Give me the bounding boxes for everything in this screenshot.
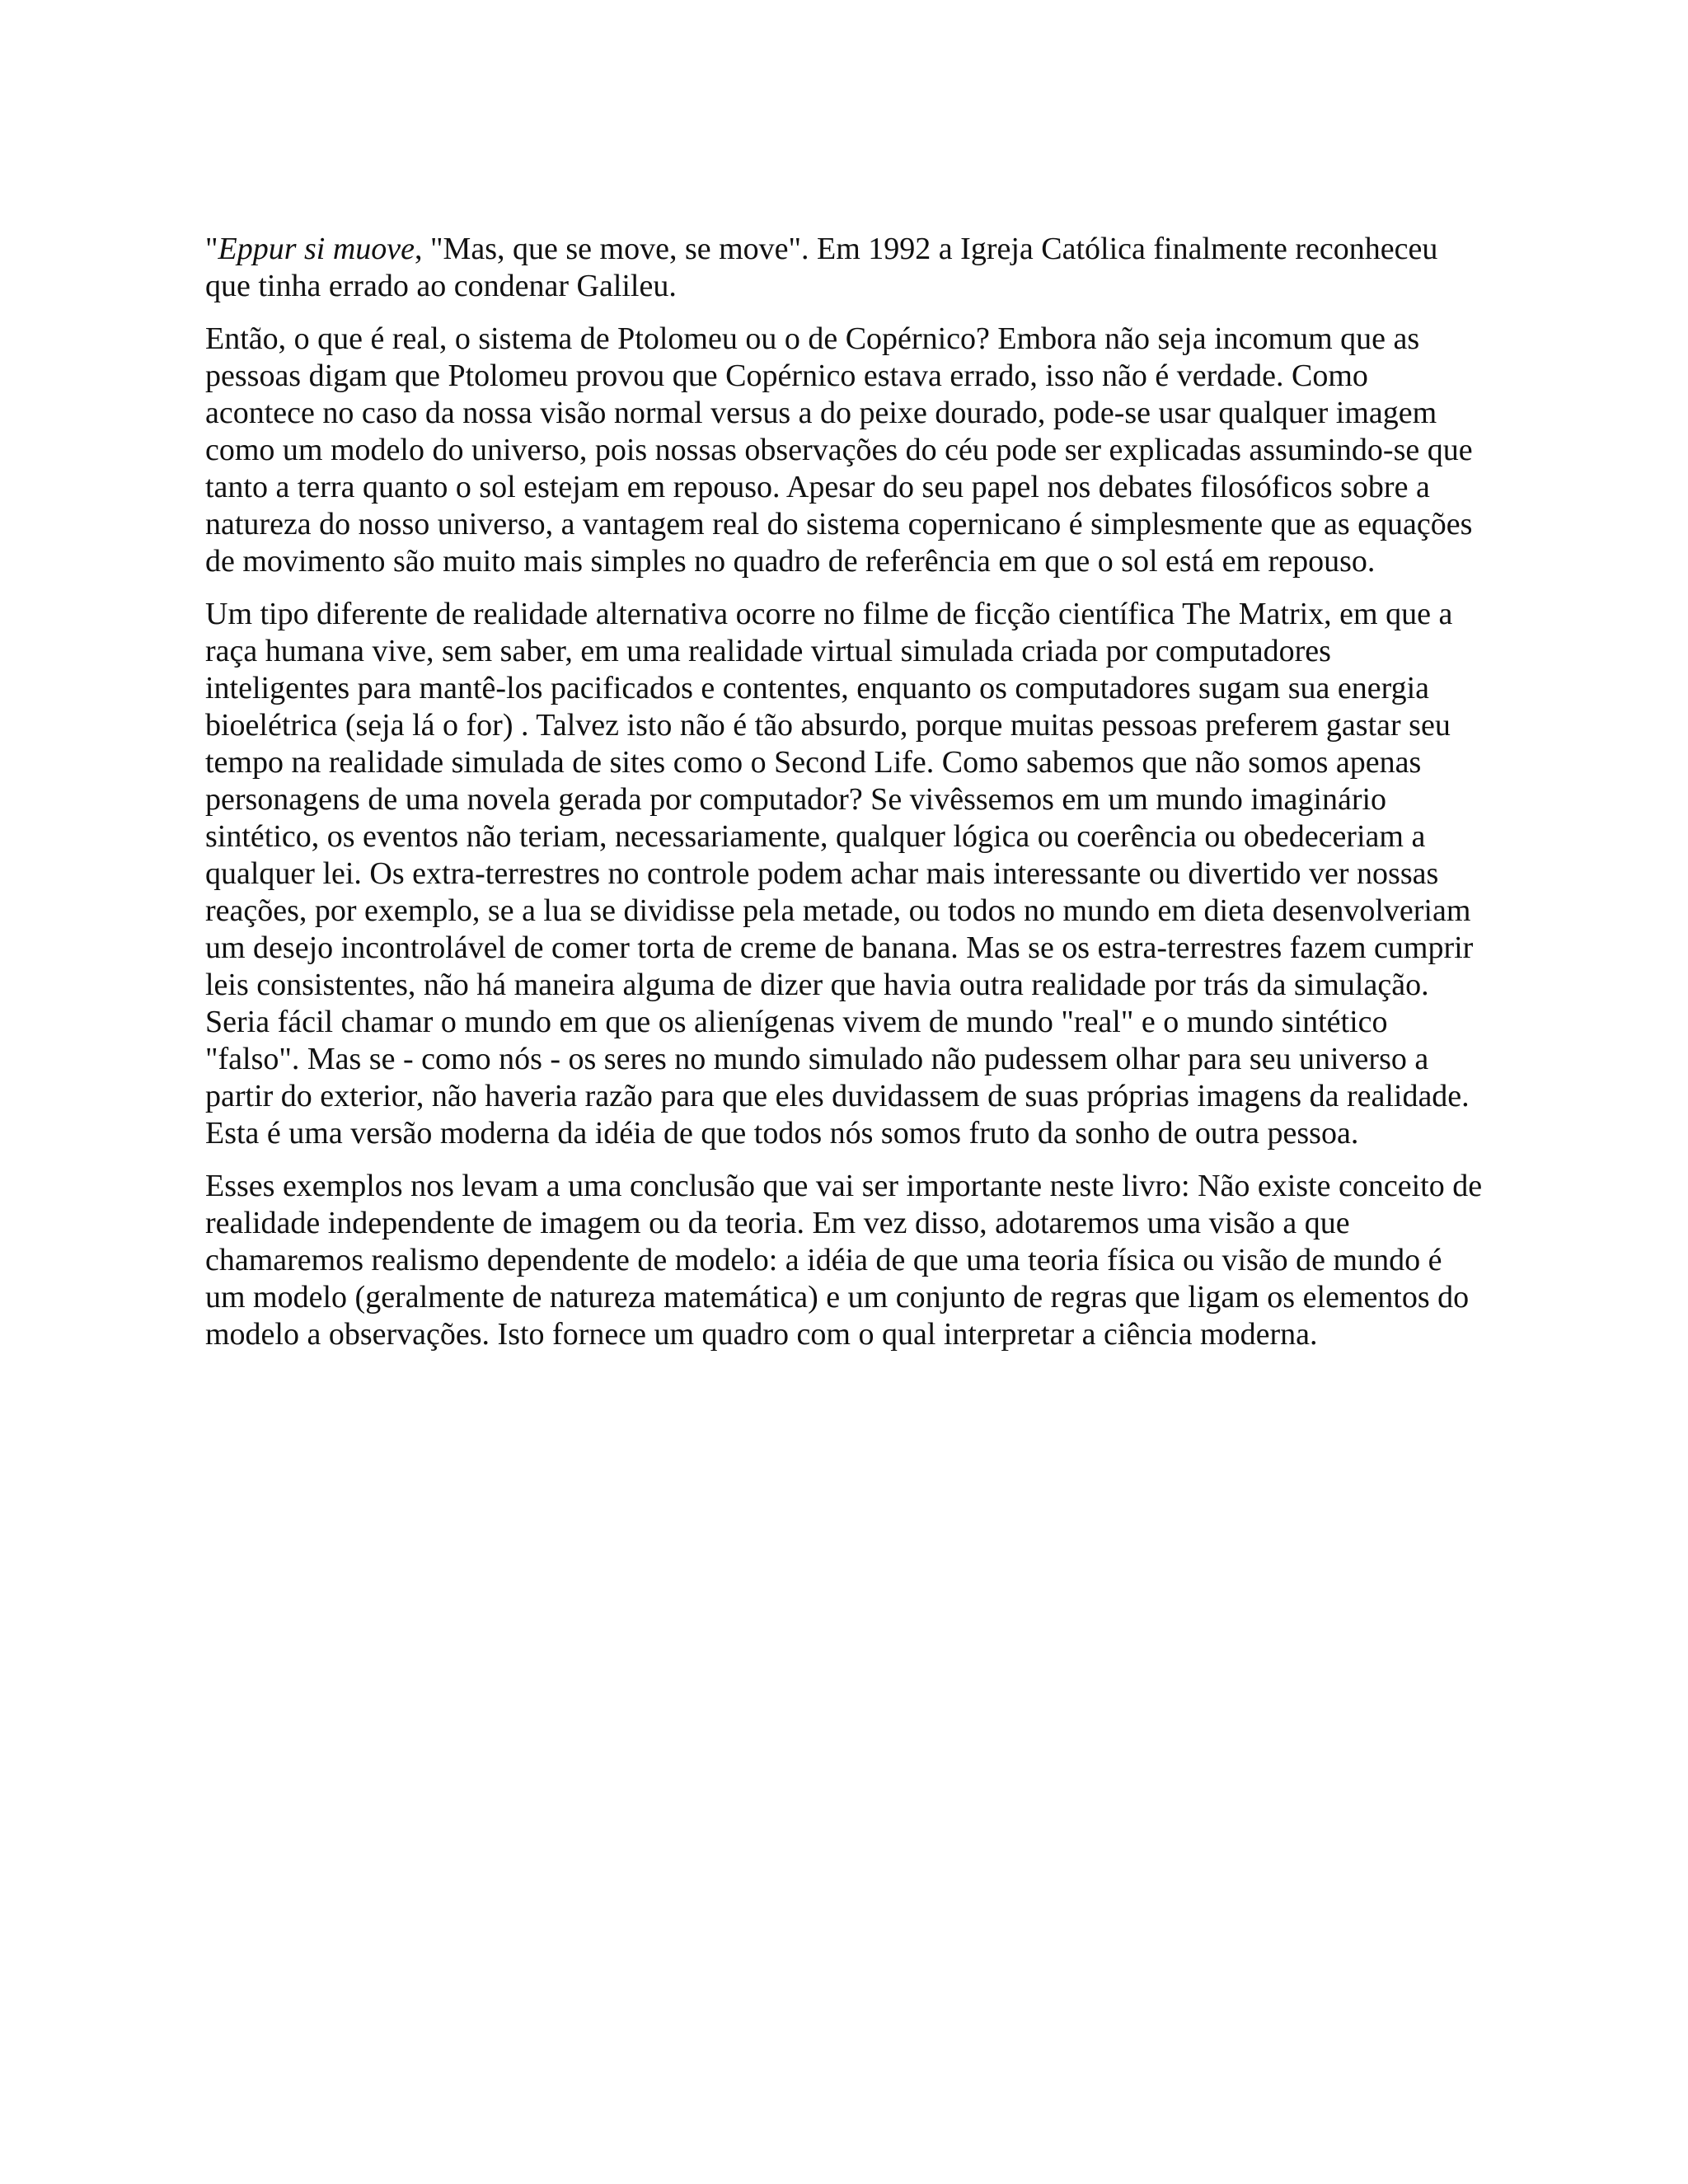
paragraph-galileo-text: , "Mas, que se move, se move". Em 1992 a Igreja Católica finalmente reconheceu que tinha errado ao condenar Galileu. xyxy=(205,232,1438,303)
paragraph-model-dependent-realism: Esses exemplos nos levam a uma conclusão que vai ser importante neste livro: Não existe conceito de realidade independente de imagem ou da teoria. Em vez disso, adotaremos uma visão a que chamaremos realismo dependente de modelo: a idéia de que uma teoria física ou visão de mundo é um modelo (geralmente de natureza matemática) e um conjunto de regras que ligam os elementos do modelo a observações. Isto fornece um quadro com o qual interpretar a ciência moderna. xyxy=(205,1169,1483,1352)
document-body xyxy=(205,231,1483,1369)
paragraph-galileo xyxy=(205,231,1483,305)
italic-quote: Eppur si muove xyxy=(218,232,415,266)
opening-quote: " xyxy=(205,232,218,266)
paragraph-matrix: Um tipo diferente de realidade alternativa ocorre no filme de ficção científica The Matrix, em que a raça humana vive, sem saber, em uma realidade virtual simulada criada por computadores inteligentes para mantê-los pacificados e contentes, enquanto os computadores sugam sua energia bioelétrica (seja lá o for) . Talvez isto não é tão absurdo, porque muitas pessoas preferem gastar seu tempo na realidade simulada de sites como o Second Life. Como sabemos que não somos apenas personagens de uma novela gerada por computador? Se vivêssemos em um mundo imaginário sintético, os eventos não teriam, necessariamente, qualquer lógica ou coerência ou obedeceriam a qualquer lei. Os extra-terrestres no controle podem achar mais interessante ou divertido ver nossas reações, por exemplo, se a lua se dividisse pela metade, ou todos no mundo em dieta desenvolveriam um desejo incontrolável de comer torta de creme de banana. Mas se os estra-terrestres fazem cumprir leis consistentes, não há maneira alguma de dizer que havia outra realidade por trás da simulação. Seria fácil chamar o mundo em que os alienígenas vivem de mundo "real" e o mundo sintético "falso". Mas se - como nós - os seres no mundo simulado não pudessem olhar para seu universo a partir do exterior, não haveria razão para que eles duvidassem de suas próprias imagens da realidade. Esta é uma versão moderna da idéia de que todos nós somos fruto da sonho de outra pessoa. xyxy=(205,597,1474,1151)
paragraph-ptolemy-copernicus: Então, o que é real, o sistema de Ptolomeu ou o de Copérnico? Embora não seja incomum que as pessoas digam que Ptolomeu provou que Copérnico estava errado, isso não é verdade. Como acontece no caso da nossa visão normal versus a do peixe dourado, pode-se usar qualquer imagem como um modelo do universo, pois nossas observações do céu pode ser explicadas assumindo-se que tanto a terra quanto o sol estejam em repouso. Apesar do seu papel nos debates filosóficos sobre a natureza do nosso universo, a vantagem real do sistema copernicano é simplesmente que as equações de movimento são muito mais simples no quadro de referência em que o sol está em repouso. xyxy=(205,321,1473,579)
